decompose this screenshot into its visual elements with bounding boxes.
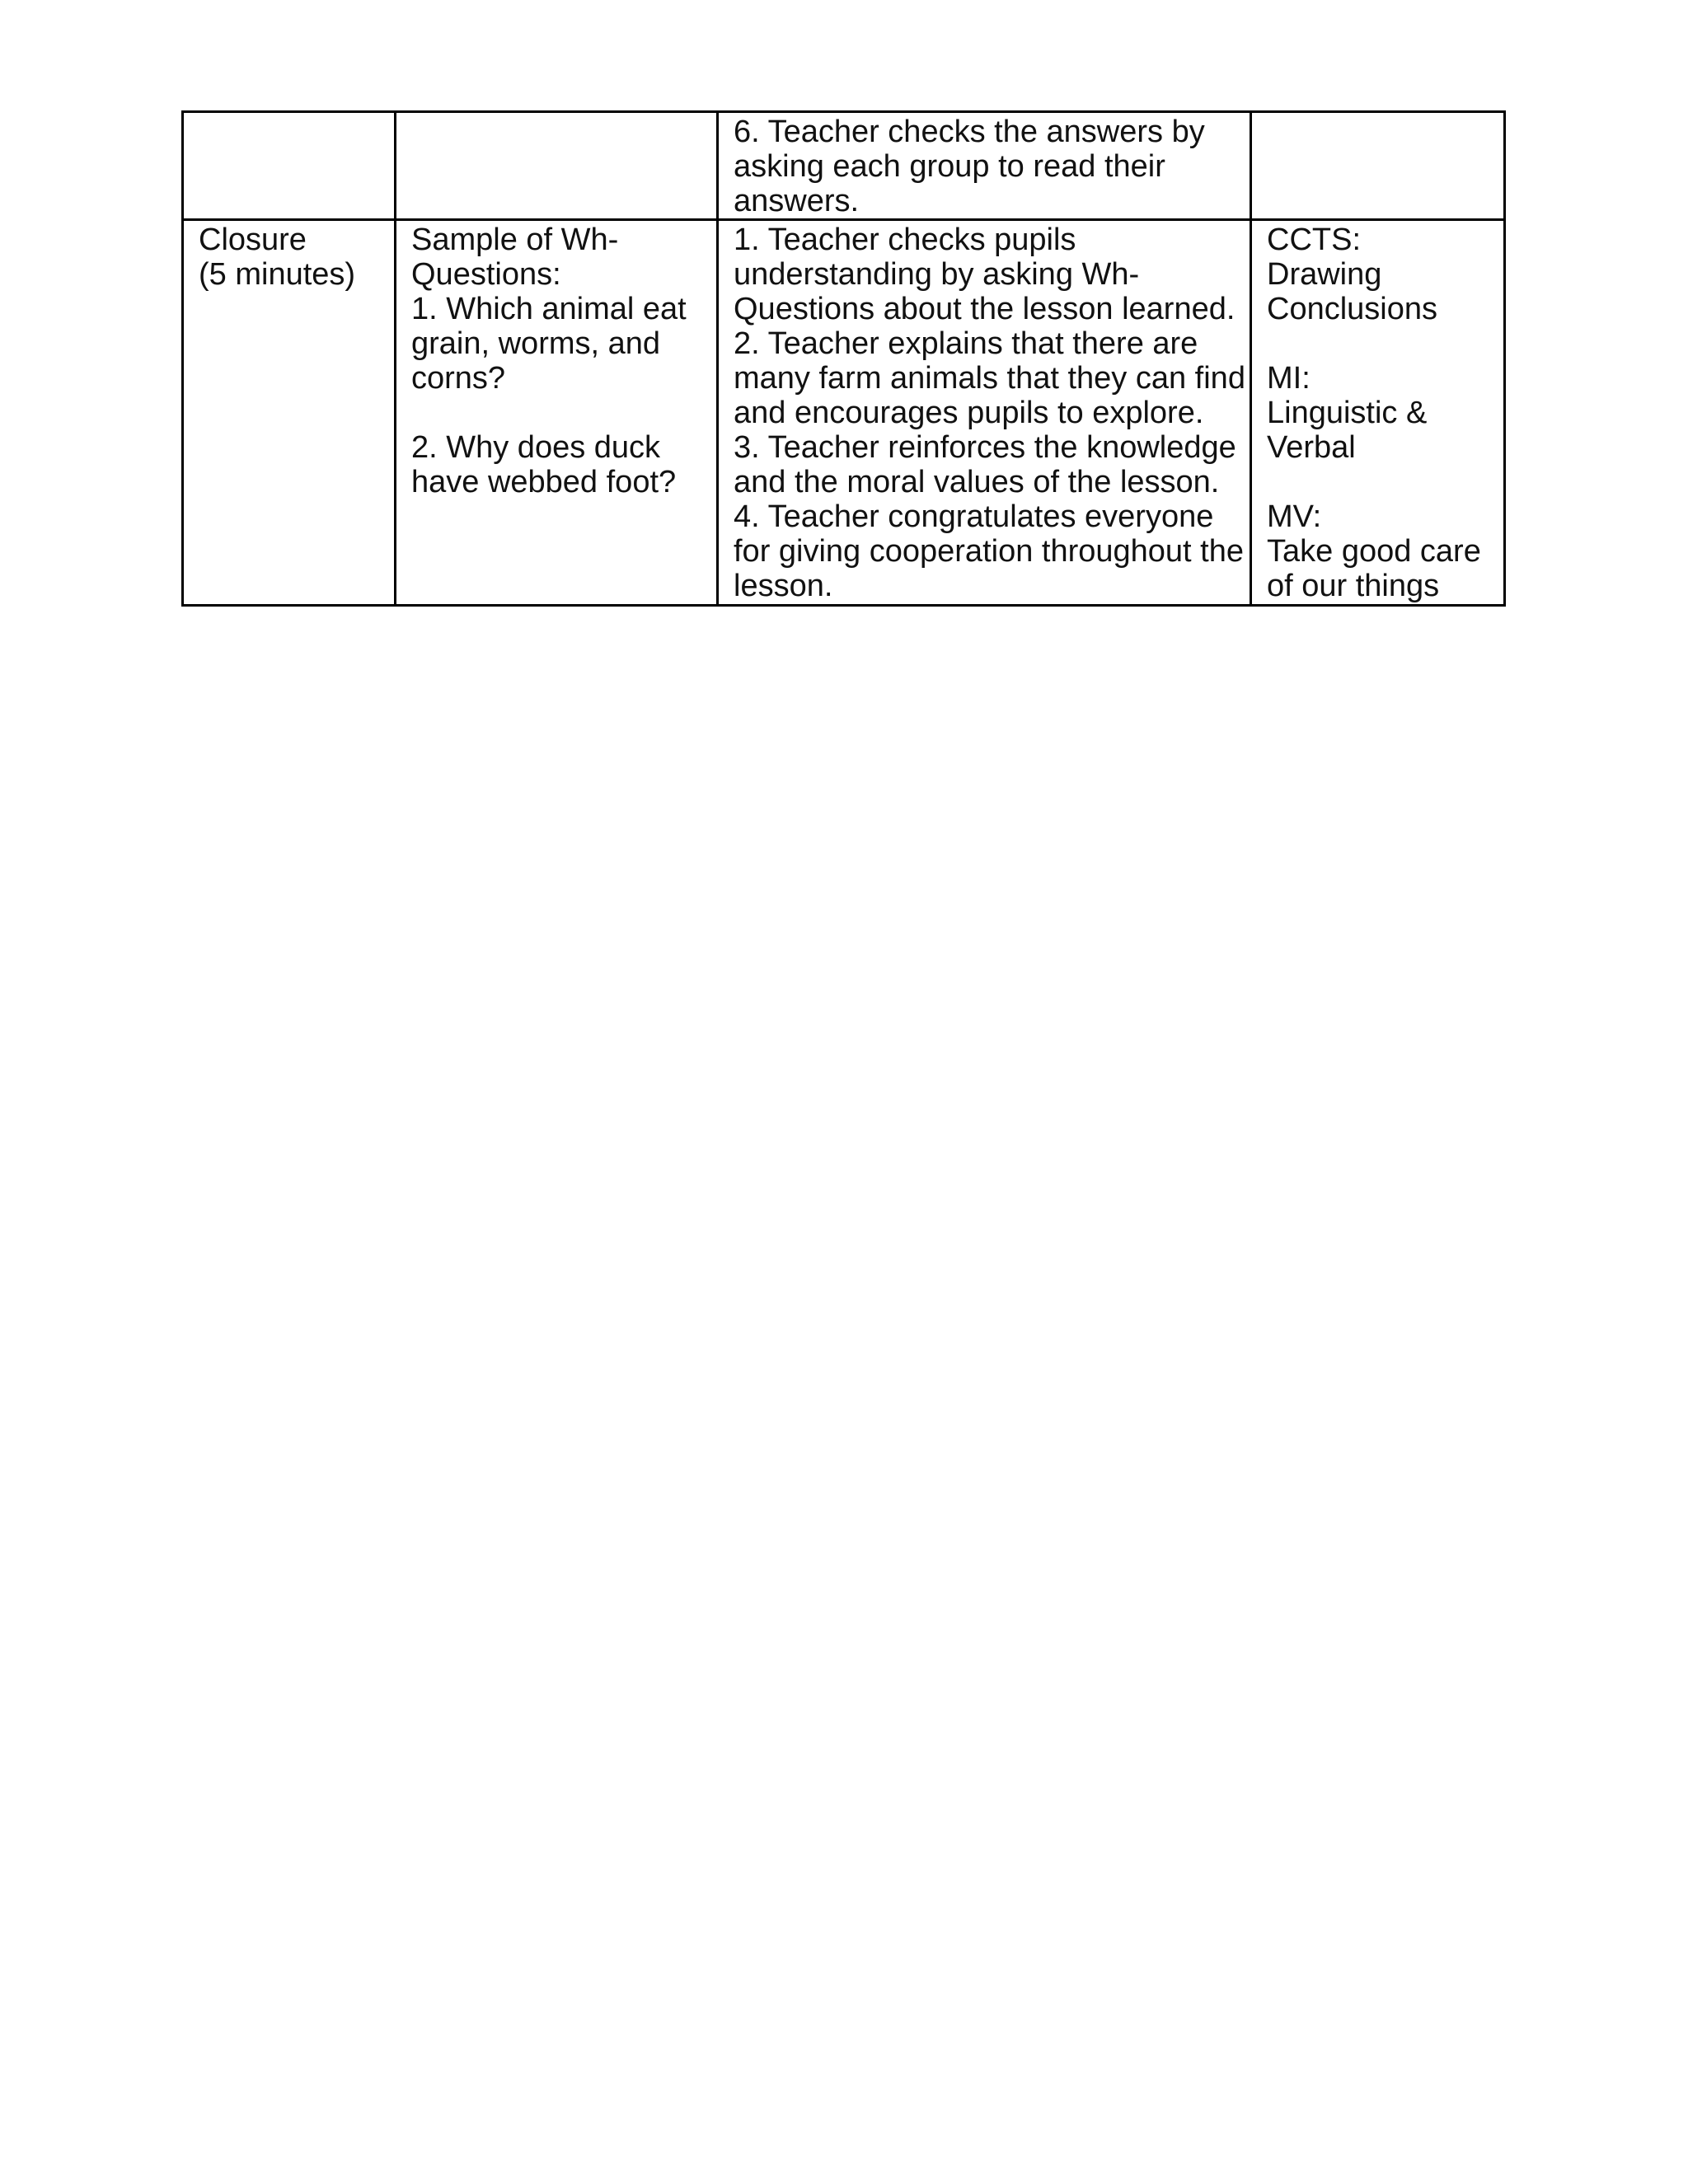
cell-line: grain, worms, and (411, 326, 661, 361)
cell-line (411, 396, 701, 430)
activities-cell (718, 112, 1251, 220)
cell-line: 3. Teacher reinforces the knowledge (734, 430, 1236, 465)
activities-lines (734, 223, 1245, 603)
cell-line: Closure (199, 223, 307, 257)
stage-cell (183, 220, 396, 606)
cell-line: 2. Why does duck (411, 430, 661, 465)
cell-line: CCTS: (1267, 223, 1361, 257)
materials-cell (396, 112, 718, 220)
cell-line: Verbal (1267, 430, 1356, 465)
cell-line: MV: (1267, 499, 1322, 534)
cell-line: understanding by asking Wh- (734, 257, 1140, 292)
cell-line: Questions: (411, 257, 561, 292)
lesson-plan-table (181, 110, 1506, 607)
cell-line: 2. Teacher explains that there are (734, 326, 1198, 361)
cell-line: 4. Teacher congratulates everyone (734, 499, 1214, 534)
cell-line: for giving cooperation throughout the (734, 534, 1244, 569)
cell-line: Linguistic & (1267, 396, 1428, 430)
cell-line: corns? (411, 361, 506, 396)
table-row (183, 112, 1505, 220)
materials-cell (396, 220, 718, 606)
cell-line: MI: (1267, 361, 1311, 396)
stage-cell (183, 112, 396, 220)
cell-line: 1. Teacher checks pupils (734, 223, 1076, 257)
activities-lines (734, 115, 1235, 218)
cell-line: Drawing (1267, 257, 1382, 292)
notes-cell (1251, 220, 1505, 606)
cell-line: have webbed foot? (411, 465, 677, 499)
notes-cell (1251, 112, 1505, 220)
cell-line: of our things (1267, 569, 1440, 603)
cell-line: 6. Teacher checks the answers by (734, 115, 1205, 149)
cell-line: Questions about the lesson learned. (734, 292, 1236, 326)
cell-line: Sample of Wh- (411, 223, 619, 257)
notes-lines (1267, 223, 1489, 603)
cell-line (1267, 465, 1489, 499)
cell-line: answers. (734, 184, 860, 218)
cell-line: Take good care (1267, 534, 1481, 569)
materials-lines (411, 223, 701, 499)
cell-line: Conclusions (1267, 292, 1437, 326)
cell-line: and the moral values of the lesson. (734, 465, 1220, 499)
table-row (183, 220, 1505, 606)
stage-lines (199, 223, 379, 292)
cell-line: many farm animals that they can find (734, 361, 1245, 396)
cell-line: (5 minutes) (199, 257, 356, 292)
cell-line: lesson. (734, 569, 833, 603)
activities-cell (718, 220, 1251, 606)
cell-line: asking each group to read their (734, 149, 1165, 184)
cell-line: 1. Which animal eat (411, 292, 687, 326)
cell-line: and encourages pupils to explore. (734, 396, 1204, 430)
cell-line (1267, 326, 1489, 361)
